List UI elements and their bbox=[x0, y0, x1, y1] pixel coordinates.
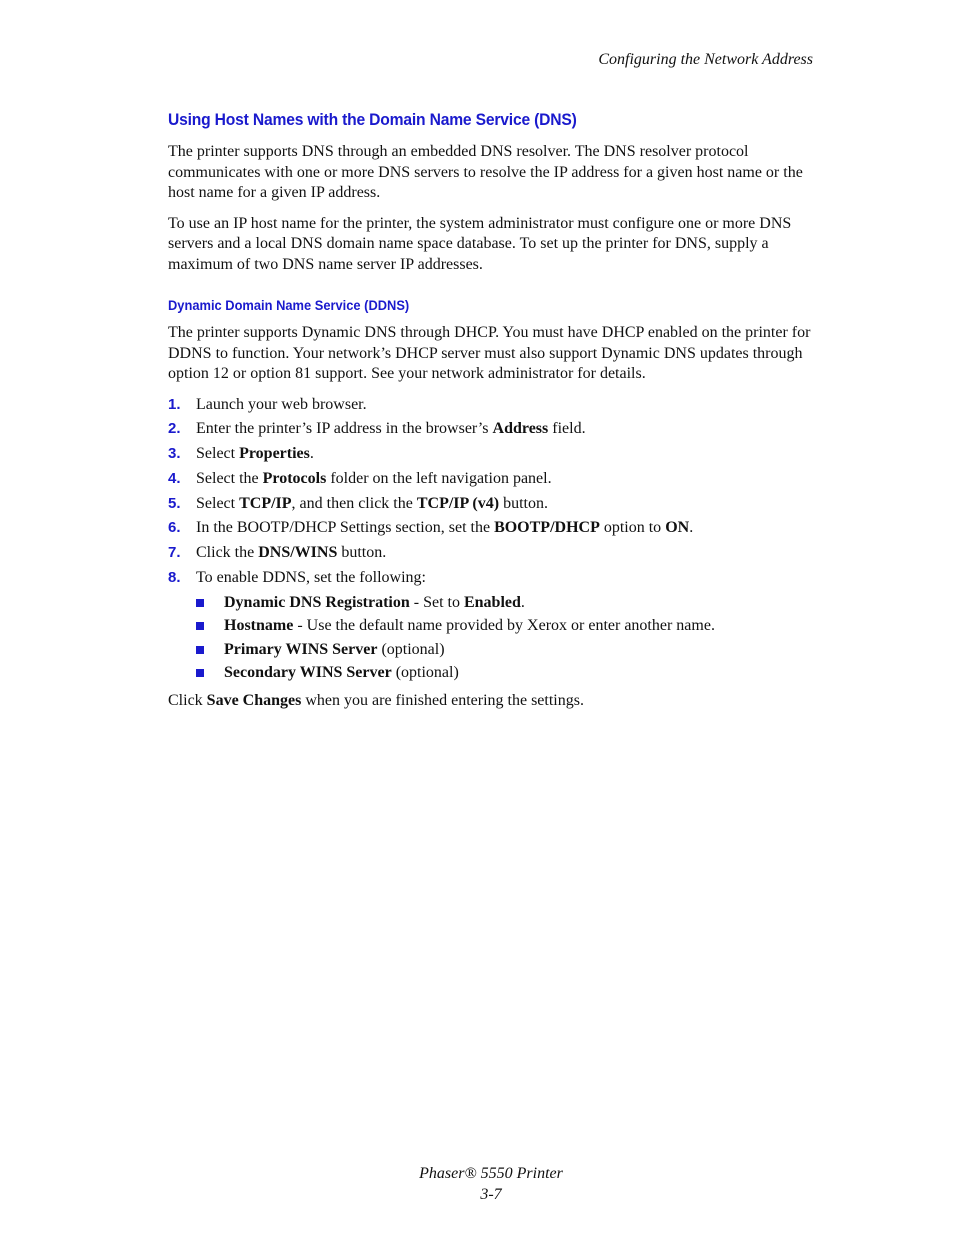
step-text: Click the bbox=[196, 544, 259, 562]
step-number: 8. bbox=[168, 569, 181, 587]
sub-bold-term: Secondary WINS Server bbox=[224, 663, 392, 681]
step-item bbox=[168, 543, 816, 563]
step-text: To enable DDNS, set the following: bbox=[196, 569, 426, 587]
step-bold-term: Address bbox=[492, 420, 549, 438]
step-item bbox=[168, 568, 816, 683]
step-text: Select the bbox=[196, 469, 263, 487]
step-bold-term: TCP/IP bbox=[239, 494, 292, 512]
step-number: 4. bbox=[168, 469, 181, 487]
step-text: In the BOOTP/DHCP Settings section, set the bbox=[196, 519, 495, 537]
sub-text: (optional) bbox=[377, 640, 445, 658]
steps-list bbox=[168, 395, 816, 683]
step-text: folder on the left navigation panel. bbox=[326, 469, 552, 487]
step-text: , and then click the bbox=[291, 494, 417, 512]
sub-bold-term: Enabled bbox=[463, 594, 521, 612]
closing-bold-term: Save Changes bbox=[206, 691, 302, 709]
footer-page-number: 3-7 bbox=[480, 1186, 502, 1203]
step-text: Select bbox=[196, 445, 240, 463]
sub-text: . bbox=[520, 594, 525, 612]
page-footer bbox=[0, 1163, 954, 1205]
closing-text: when you are finished entering the settings. bbox=[301, 691, 584, 709]
sub-bold-term: Hostname bbox=[224, 617, 294, 635]
subsection-heading: Dynamic Domain Name Service (DDNS) bbox=[168, 297, 410, 313]
sub-list bbox=[196, 593, 816, 683]
step-item bbox=[168, 494, 816, 514]
step-bold-term: ON bbox=[665, 519, 690, 537]
running-header: Configuring the Network Address bbox=[598, 51, 813, 68]
step-text: field. bbox=[548, 420, 586, 438]
sub-bold-term: Primary WINS Server bbox=[224, 640, 378, 658]
closing-paragraph bbox=[168, 691, 816, 712]
step-number: 6. bbox=[168, 519, 181, 537]
section-heading: Using Host Names with the Domain Name Service (DNS) bbox=[168, 110, 577, 129]
step-text: . bbox=[689, 519, 694, 537]
step-item bbox=[168, 444, 816, 464]
sub-item bbox=[196, 640, 816, 660]
step-text: Select bbox=[196, 494, 240, 512]
square-bullet-icon bbox=[196, 669, 204, 677]
sub-item bbox=[196, 663, 816, 683]
square-bullet-icon bbox=[196, 622, 204, 630]
step-bold-term: BOOTP/DHCP bbox=[494, 519, 600, 537]
sub-text: - Use the default name provided by Xerox or enter another name. bbox=[293, 617, 715, 635]
step-bold-term: Properties bbox=[239, 445, 310, 463]
sub-text: - Set to bbox=[409, 594, 464, 612]
paragraph: The printer supports Dynamic DNS through DHCP. You must have DHCP enabled on the printer for DDNS to function. Your network’s DHCP server must also support Dynamic DNS updates through option 12 or option 81 support. See your network administrator for details. bbox=[168, 324, 811, 382]
step-item bbox=[168, 469, 816, 489]
step-item bbox=[168, 518, 816, 538]
closing-text: Click bbox=[168, 691, 207, 709]
square-bullet-icon bbox=[196, 646, 204, 654]
sub-bold-term: Dynamic DNS Registration bbox=[224, 594, 410, 612]
sub-item bbox=[196, 593, 816, 613]
step-text: . bbox=[309, 445, 314, 463]
step-text: Launch your web browser. bbox=[196, 395, 367, 413]
sub-text: (optional) bbox=[391, 663, 459, 681]
step-number: 7. bbox=[168, 544, 181, 562]
step-text: option to bbox=[599, 519, 666, 537]
step-text: button. bbox=[499, 494, 548, 512]
step-number: 1. bbox=[168, 395, 181, 413]
step-bold-term: TCP/IP (v4) bbox=[416, 494, 500, 512]
step-number: 3. bbox=[168, 445, 181, 463]
step-item bbox=[168, 419, 816, 439]
step-text: button. bbox=[337, 544, 387, 562]
step-number: 5. bbox=[168, 494, 181, 512]
step-bold-term: Protocols bbox=[262, 469, 327, 487]
step-item bbox=[168, 395, 816, 415]
footer-product: Phaser® 5550 Printer bbox=[419, 1165, 563, 1182]
paragraph: The printer supports DNS through an embedded DNS resolver. The DNS resolver protocol communicates with one or more DNS servers to resolve the IP address for a given host name or the host name for a given IP address. bbox=[168, 143, 803, 201]
sub-item bbox=[196, 616, 816, 636]
paragraph: To use an IP host name for the printer, the system administrator must configure one or more DNS servers and a local DNS domain name space database. To set up the printer for DNS, supply a maximum of two DNS name server IP addresses. bbox=[168, 214, 792, 273]
step-number: 2. bbox=[168, 420, 181, 438]
step-bold-term: DNS/WINS bbox=[258, 544, 338, 562]
page-content bbox=[168, 110, 816, 721]
square-bullet-icon bbox=[196, 599, 204, 607]
step-text: Enter the printer’s IP address in the browser’s bbox=[196, 420, 493, 438]
